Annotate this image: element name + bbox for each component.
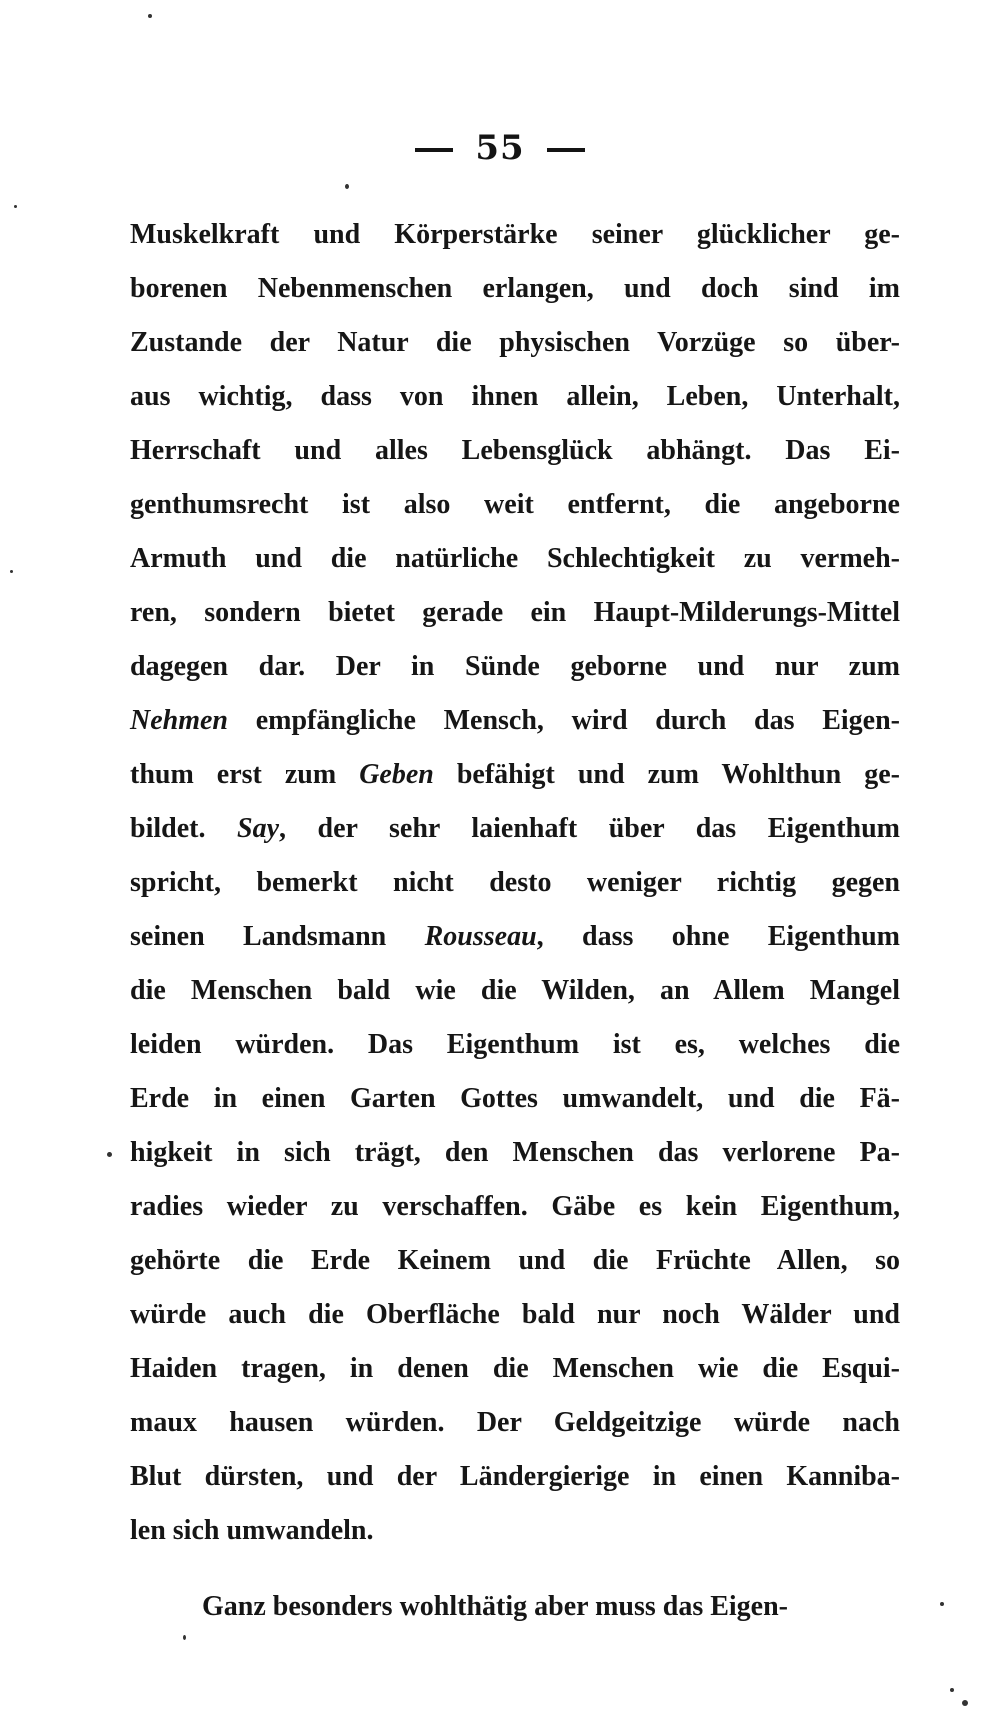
scan-speck bbox=[183, 1635, 186, 1640]
text-line: genthumsrecht ist also weit entfernt, die angeborne bbox=[130, 489, 900, 520]
line-text: befähigt und zum Wohlthun ge- bbox=[433, 759, 900, 790]
text-line: Erde in einen Garten Gottes umwandelt, und die Fä- bbox=[130, 1083, 900, 1114]
line-text: , dass ohne Eigenthum bbox=[536, 921, 900, 952]
line-text: bildet. bbox=[130, 813, 237, 844]
text-line: Haiden tragen, in denen die Menschen wie die Esqui- bbox=[130, 1353, 900, 1384]
text-line: higkeit in sich trägt, den Menschen das verlorene Pa- bbox=[130, 1137, 900, 1168]
scan-speck bbox=[148, 14, 152, 18]
paragraph-gap bbox=[130, 1558, 900, 1580]
text-line bbox=[130, 802, 900, 856]
text-line bbox=[130, 910, 900, 964]
scan-speck bbox=[962, 1700, 968, 1706]
italic-term-geben: Geben bbox=[359, 759, 434, 790]
italic-name-rousseau: Rousseau bbox=[424, 921, 537, 952]
text-line: Herrschaft und alles Lebensglück abhängt. Das Ei- bbox=[130, 435, 900, 466]
text-line: Blut dürsten, und der Ländergierige in einen Kanniba- bbox=[130, 1461, 900, 1492]
line-text: empfängliche Mensch, wird durch das Eigen- bbox=[228, 705, 900, 736]
text-line: die Menschen bald wie die Wilden, an Allem Mangel bbox=[130, 975, 900, 1006]
scan-speck bbox=[107, 1152, 112, 1157]
header-dash-right bbox=[547, 148, 585, 152]
italic-name-say: Say bbox=[237, 813, 279, 844]
scan-speck bbox=[10, 570, 13, 573]
text-line: Zustande der Natur die physischen Vorzüge so über- bbox=[130, 327, 900, 358]
line-text: thum erst zum bbox=[130, 759, 360, 790]
text-line: Armuth und die natürliche Schlechtigkeit zu vermeh- bbox=[130, 543, 900, 574]
line-text: seinen Landsmann bbox=[130, 921, 425, 952]
text-line bbox=[130, 748, 900, 802]
body-text bbox=[130, 208, 900, 1634]
text-line: spricht, bemerkt nicht desto weniger richtig gegen bbox=[130, 867, 900, 898]
text-line: würde auch die Oberfläche bald nur noch Wälder und bbox=[130, 1299, 900, 1330]
scan-speck bbox=[950, 1688, 954, 1692]
line-text: , der sehr laienhaft über das Eigenthum bbox=[279, 813, 900, 844]
scan-speck bbox=[14, 205, 17, 208]
page-header bbox=[0, 128, 1000, 168]
page-number: 55 bbox=[475, 128, 525, 168]
header-dash-left bbox=[415, 148, 453, 152]
text-line: borenen Nebenmenschen erlangen, und doch sind im bbox=[130, 273, 900, 304]
text-line: dagegen dar. Der in Sünde geborne und nur zum bbox=[130, 651, 900, 682]
text-line: gehörte die Erde Keinem und die Früchte Allen, so bbox=[130, 1245, 900, 1276]
text-line: ren, sondern bietet gerade ein Haupt-Milderungs-Mittel bbox=[130, 597, 900, 628]
scan-speck bbox=[345, 184, 349, 189]
text-line: aus wichtig, dass von ihnen allein, Leben, Unterhalt, bbox=[130, 381, 900, 412]
text-line bbox=[130, 694, 900, 748]
scan-speck bbox=[940, 1602, 944, 1606]
text-line: len sich umwandeln. bbox=[130, 1515, 374, 1546]
text-line: maux hausen würden. Der Geldgeitzige würde nach bbox=[130, 1407, 900, 1438]
italic-term-nehmen: Nehmen bbox=[130, 705, 228, 736]
text-line: Muskelkraft und Körperstärke seiner glücklicher ge- bbox=[130, 219, 900, 250]
text-line: radies wieder zu verschaffen. Gäbe es kein Eigenthum, bbox=[130, 1191, 900, 1222]
paragraph-start-line: Ganz besonders wohlthätig aber muss das Eigen- bbox=[202, 1591, 789, 1622]
text-line: leiden würden. Das Eigenthum ist es, welches die bbox=[130, 1029, 900, 1060]
